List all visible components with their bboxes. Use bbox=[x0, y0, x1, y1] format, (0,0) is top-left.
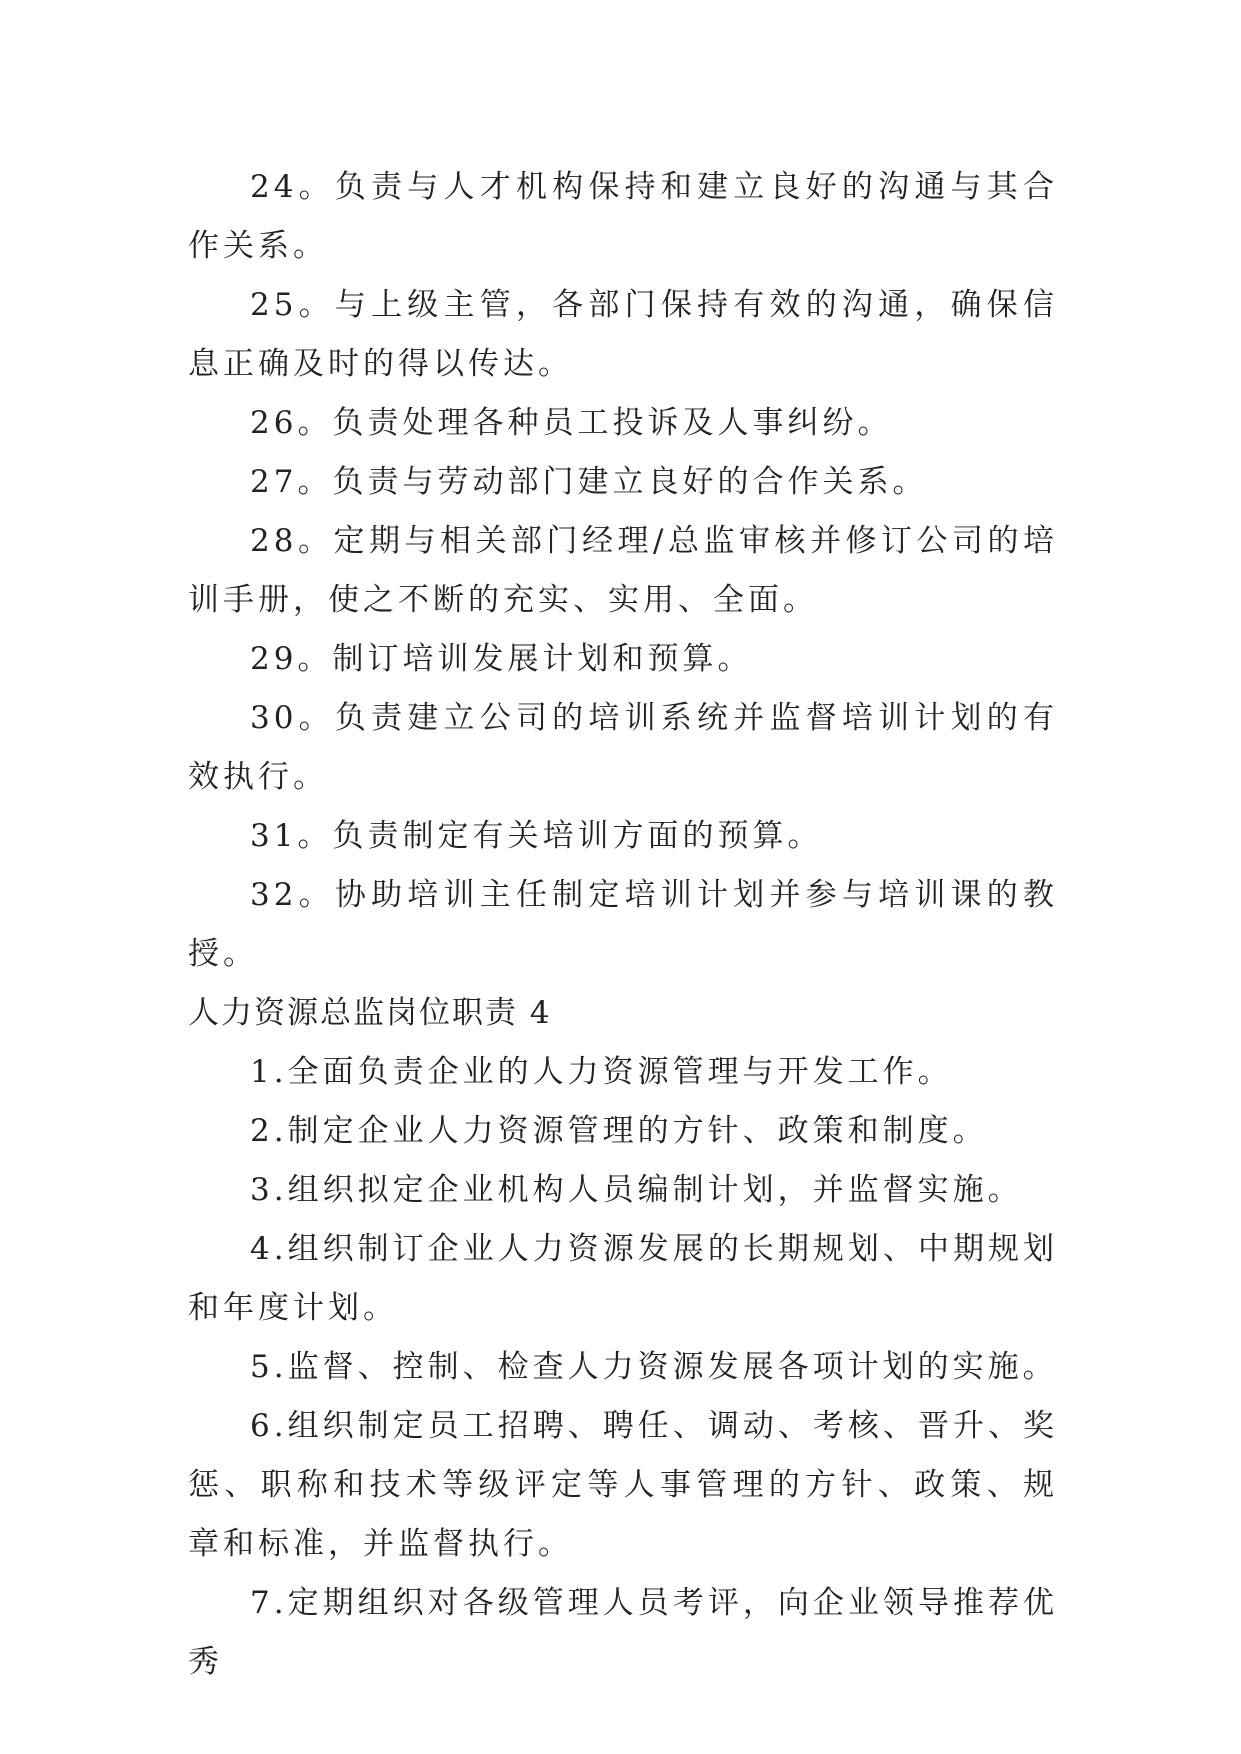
paragraph-item-29: 29。制订培训发展计划和预算。 bbox=[250, 641, 753, 677]
paragraph-item-24: 24。负责与人才机构保持和建立良好的沟通与其合作关系。 bbox=[188, 169, 1058, 264]
paragraph-item-32: 32。协助培训主任制定培训计划并参与培训课的教授。 bbox=[188, 877, 1058, 972]
paragraph-item-28: 28。定期与相关部门经理/总监审核并修订公司的培训手册，使之不断的充实、实用、全面。 bbox=[188, 523, 1058, 618]
section-item-2: 2.制定企业人力资源管理的方针、政策和制度。 bbox=[250, 1113, 988, 1149]
paragraph-item-27: 27。负责与劳动部门建立良好的合作关系。 bbox=[250, 464, 928, 500]
paragraph-item-26: 26。负责处理各种员工投诉及人事纠纷。 bbox=[250, 405, 893, 441]
document-body bbox=[188, 158, 1058, 1692]
section-item-5: 5.监督、控制、检查人力资源发展各项计划的实施。 bbox=[250, 1349, 1058, 1385]
paragraph-item-25: 25。与上级主管，各部门保持有效的沟通，确保信息正确及时的得以传达。 bbox=[188, 287, 1058, 382]
section-item-1: 1.全面负责企业的人力资源管理与开发工作。 bbox=[250, 1054, 953, 1090]
section-item-7: 7.定期组织对各级管理人员考评，向企业领导推荐优秀 bbox=[188, 1585, 1058, 1680]
section-heading: 人力资源总监岗位职责 4 bbox=[188, 995, 552, 1031]
paragraph-item-30: 30。负责建立公司的培训系统并监督培训计划的有效执行。 bbox=[188, 700, 1058, 795]
paragraph-item-31: 31。负责制定有关培训方面的预算。 bbox=[250, 818, 823, 854]
section-item-4: 4.组织制订企业人力资源发展的长期规划、中期规划和年度计划。 bbox=[188, 1231, 1058, 1326]
section-item-3: 3.组织拟定企业机构人员编制计划，并监督实施。 bbox=[250, 1172, 1023, 1208]
section-item-6: 6.组织制定员工招聘、聘任、调动、考核、晋升、奖惩、职称和技术等级评定等人事管理的方针、政策、规章和标准，并监督执行。 bbox=[188, 1408, 1058, 1562]
